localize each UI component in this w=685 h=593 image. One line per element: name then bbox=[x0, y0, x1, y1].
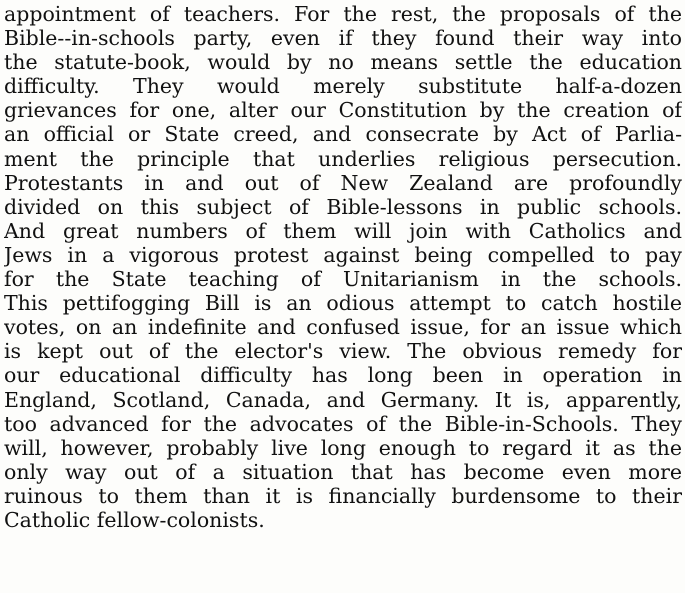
article-text bbox=[4, 2, 682, 532]
text-line: our educational difficulty has long been in operation in bbox=[4, 363, 682, 388]
text-line: Bible--in-schools party, even if they found their way into bbox=[4, 26, 682, 51]
text-line: divided on this subject of Bible-lessons in public schools. bbox=[4, 194, 682, 219]
text-line: And great numbers of them will join with Catholics and bbox=[4, 218, 682, 243]
text-line: appointment of teachers. For the rest, the proposals of the bbox=[4, 2, 682, 26]
text-line: only way out of a situation that has become even more bbox=[4, 459, 682, 484]
text-line: Jews in a vigorous protest against being compelled to pay bbox=[4, 242, 682, 267]
text-line: ruinous to them than it is financially burdensome to their bbox=[4, 483, 682, 508]
text-line: difficulty. They would merely substitute half-a-dozen bbox=[4, 74, 682, 99]
text-line: an official or State creed, and consecrate by Act of Parlia- bbox=[4, 122, 682, 147]
text-line: ment the principle that underlies religious persecution. bbox=[4, 146, 682, 171]
text-line: for the State teaching of Unitarianism in the schools. bbox=[4, 267, 682, 292]
text-line: Catholic fellow-colonists. bbox=[4, 507, 265, 532]
text-line: will, however, probably live long enough to regard it as the bbox=[4, 435, 682, 460]
text-line: Protestants in and out of New Zealand are profoundly bbox=[4, 170, 682, 195]
text-line: votes, on an indefinite and confused issue, for an issue which bbox=[4, 315, 682, 340]
text-line: too advanced for the advocates of the Bible-in-Schools. They bbox=[4, 411, 682, 436]
text-line: grievances for one, alter our Constitution by the creation of bbox=[4, 98, 682, 123]
text-line: is kept out of the elector's view. The obvious remedy for bbox=[4, 339, 682, 364]
text-line: England, Scotland, Canada, and Germany. It is, apparently, bbox=[4, 387, 682, 412]
text-line: This pettifogging Bill is an odious attempt to catch hostile bbox=[4, 291, 682, 316]
text-line: the statute-book, would by no means settle the education bbox=[4, 50, 682, 75]
